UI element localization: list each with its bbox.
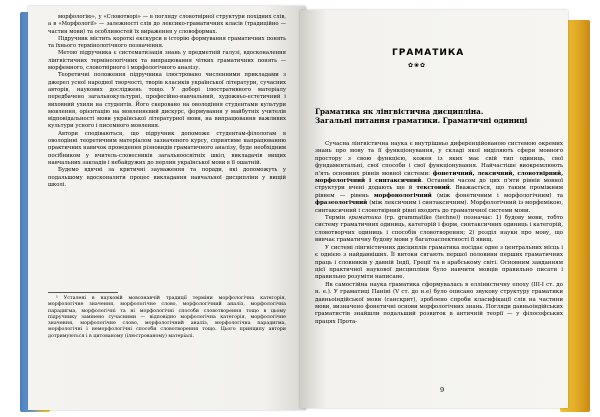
text-span: . Вважається, що таким проміжним рівнем — рівень [315,185,564,199]
paragraph-term [315,215,563,245]
paragraph: У системі лінгвістичних дисциплін граматика посідає одне з центральних місць і є однією з найдавніших. Її витоки сягають першої половини перших граматичних праць і словників у давній Індії, Греції та в арабському світі. Основним завданням цієї практичної наукової дисципліни було навчити мовців правильно писати і правильно розуміти написане. [315,244,563,281]
section-title [315,107,565,125]
paragraph-levels [315,141,563,215]
text-span: (між лексичним і синтаксичним). Морфологічний із морфемікою, синтаксичний і словотвірний рівні входять до граматичної системи мови. [315,200,564,214]
left-paragraph: Будемо вдячні за критичні зауваження та поради, які допоможуть у подальшому вдосконалити процес викладання навчальної дисципліни у вищій школі. [48,167,286,188]
left-paragraph: морфологію», у «Словотворі» — в погляду словотвірної структури похідних слів, а в «Морфології» — залежності слів до лексико-граматичних класів (традиційно — частин мови) та особливостей їх вираження у словоформах. [48,14,286,35]
bold-term: морфонологічний [373,192,432,199]
footnote-text: ¹ Усталені в науковій мовознавчій традиції терміни морфологічна категорія, морфологічне значення, морфологічне слово, морфологічний аналіз, морфологічна парадигма, морфологічні та ні морфологічні способи словотворення тощо в цьому підручнику замінено сучасними — відповідно морфологічна категорія, морфологічне значення, морфологічне слово, морфологічний аналіз, морфологічна парадигма, морфологічні і неморфологічні способи словотворення тощо. Цього принципу автори дотримуються і в цитованому (ілюстрованому) матеріалі. [48,296,286,339]
footnote-rule [48,292,118,293]
page-number: 9 [440,386,445,394]
text-span: Термін [325,215,346,222]
bold-term: фразеологічний [315,200,368,207]
left-paragraph: Метою підручника є систематизація знань у предметній галузі, вдосконалення лінгвістичних термінологічних та випрацювання чітких граматичних понять — морфемного, словотвірного і морфологічного аналізу. [48,50,286,72]
bold-term: текстовий [416,185,450,192]
section-title-line: Загальні питання граматики. Граматичні одиниці [315,116,528,125]
text-span: (гр. grammatike (techne)) позначає: 1) будову мови, тобто систему граматичних одиниць, категорій і форм, синтаксичних одиниць і категорій, словотворчих одиниць і способів словотворення; 2) розділ науки про мову, що вивчає граматичну будову мови у багатоаспектності її явищ. [315,215,563,244]
chapter-heading: ГРАМАТИКА [392,48,465,58]
left-paragraph: Теоретичні положення підручника ілюстровано численними прикладами з джерел усної народної творчості, творів класиків української літератури, сучасних авторів, наукових досліджень тощо. У доборі ілюстративного матеріалу передбачено загальнокультурні, професійно-навчальний, художньо-естетичний і виховний ухили на студентів. Його скеровано на оволодіння студентами культури мовлення, орієнтацію на мовленнєвий дискурс, формування у майбутніх учителів відповідальності мови української літературної мови, на випрацювання важливих культури усного і писемного мовлення. [48,72,286,130]
text-span: (між фонетичним і морфологічним) та [436,192,564,199]
section-title-line: Граматика як лінгвістична дисципліна. [315,107,484,116]
left-page-body [48,14,286,189]
footnote [48,296,286,340]
right-page-body [315,141,563,326]
italic-term: граматика [348,215,382,222]
text-span: . Останнім часом до цих п'яти рівнів мовної структури вчені додають ще й [315,178,564,192]
paragraph: Як самостійна наука граматика сформувалась в еллінистичну епоху (III-I ст. до н. е.). У граматиці Паніні (V ст. до н.е) було описано звукову структуру граматики давньоіндійської мови (санскрит), зроблено спроби класифікації слів на частини мови, визначено фонетичні основи морфологічних знань. Погляди давньоіндійських граматистів знайшли подальший розвиток в античній теорії — у філософських працях Прота- [315,281,563,325]
left-paragraph: Автори сподіваються, що підручник допоможе студентам-філологам в оволодінні теоретичним матеріалом зазначеного курсу, сприятиме напрацюванню практичних навичок проведення різновидів граматичного аналізу, буде необхідним посібником у вчитель-словесників загальноосвітніх шкіл, викладачів вищих навчальних закладів і небайдужих до перлин української мови в її ошатній. [48,130,286,166]
ornament-icon: ✿❀✿ [408,62,427,69]
left-paragraph: Підручник містить короткі екскурси в історію формування граматичних понять та їхнього термінологічного позначення. [48,35,286,50]
bold-term: фонетичний, лексичний, словотвірний, морфологічний і синтаксичний [315,170,563,185]
text-span: Сучасна лінгвістична наука є внутрішньо диференційованою системою окремих знань про мову та її функціонування, у складі якої виділяють сфери мовного простору з свою функцією, кожен із яких має свій тип одиниць, свої фундаментальні, свої способи і свої функціонування. Найчастіше виокремлюють п'ять основних рівнів мовної системи: [315,141,563,177]
